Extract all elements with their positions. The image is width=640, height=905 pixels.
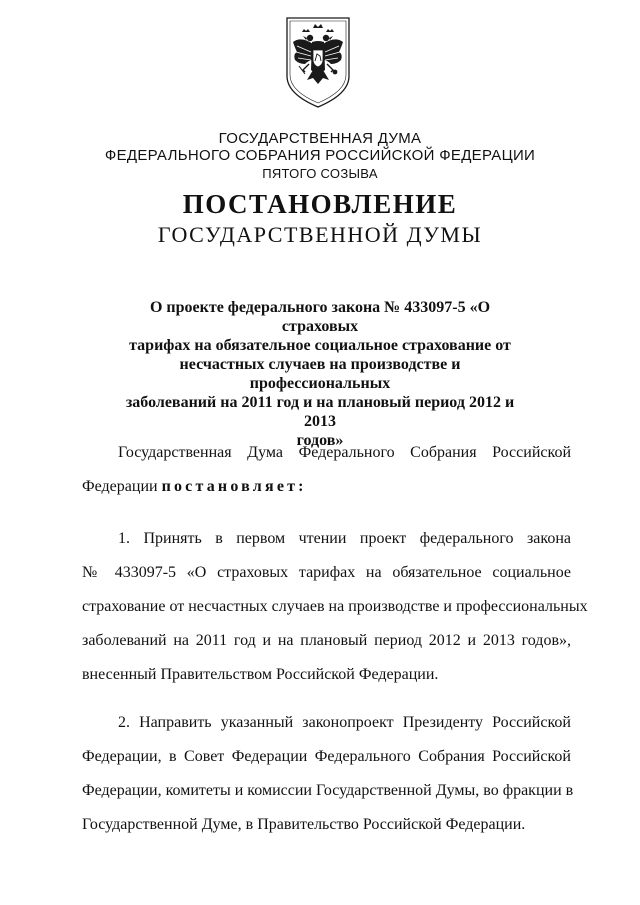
org-name-line1: ГОСУДАРСТВЕННАЯ ДУМА bbox=[218, 130, 422, 147]
org-name-line2: ФЕДЕРАЛЬНОГО СОБРАНИЯ РОССИЙСКОЙ ФЕДЕРАЦИИ bbox=[104, 147, 536, 164]
resolution-item-2 bbox=[82, 706, 574, 842]
subject-line: годов» bbox=[296, 432, 344, 449]
subject-line: заболеваний на 2011 год и на плановый период 2012 и 2013 bbox=[125, 394, 515, 430]
preamble-start: Федерации bbox=[82, 478, 158, 495]
item-line: 2. Направить указанный законопроект Президенту Российской bbox=[118, 714, 571, 731]
preamble bbox=[82, 436, 571, 504]
document-subject bbox=[120, 298, 520, 450]
item-line: страхование от несчастных случаев на производстве и профессиональных bbox=[82, 598, 588, 615]
item-line: Федерации, в Совет Федерации Федерального Собрания Российской bbox=[82, 748, 571, 765]
document-subtitle: ГОСУДАРСТВЕННОЙ ДУМЫ bbox=[157, 222, 483, 247]
preamble-line bbox=[82, 470, 571, 504]
subject-line: несчастных случаев на производстве и профессиональных bbox=[179, 356, 461, 392]
resolves-verb: постановляет: bbox=[161, 478, 307, 495]
item-line: внесенный Правительством Российской Федерации. bbox=[82, 666, 439, 683]
item-line: заболеваний на 2011 год и на плановый период 2012 и 2013 годов», bbox=[82, 632, 571, 649]
item-line: Федерации, комитеты и комиссии Государственной Думы, во фракции в bbox=[82, 782, 574, 799]
subject-line: О проекте федерального закона № 433097-5 «О страховых bbox=[149, 299, 491, 335]
subject-line: тарифах на обязательное социальное страхование от bbox=[129, 337, 511, 354]
item-line: Государственной Думе, в Правительство Российской Федерации. bbox=[82, 816, 526, 833]
document-title: ПОСТАНОВЛЕНИЕ bbox=[182, 189, 458, 219]
preamble-line: Государственная Дума Федерального Собрания Российской bbox=[118, 444, 571, 461]
resolution-item-1 bbox=[82, 522, 588, 692]
item-line: 1. Принять в первом чтении проект федерального закона bbox=[118, 530, 571, 547]
convocation: ПЯТОГО СОЗЫВА bbox=[262, 166, 378, 181]
coat-of-arms-icon bbox=[283, 14, 353, 110]
item-line: № 433097-5 «О страховых тарифах на обязательное социальное bbox=[82, 564, 571, 581]
